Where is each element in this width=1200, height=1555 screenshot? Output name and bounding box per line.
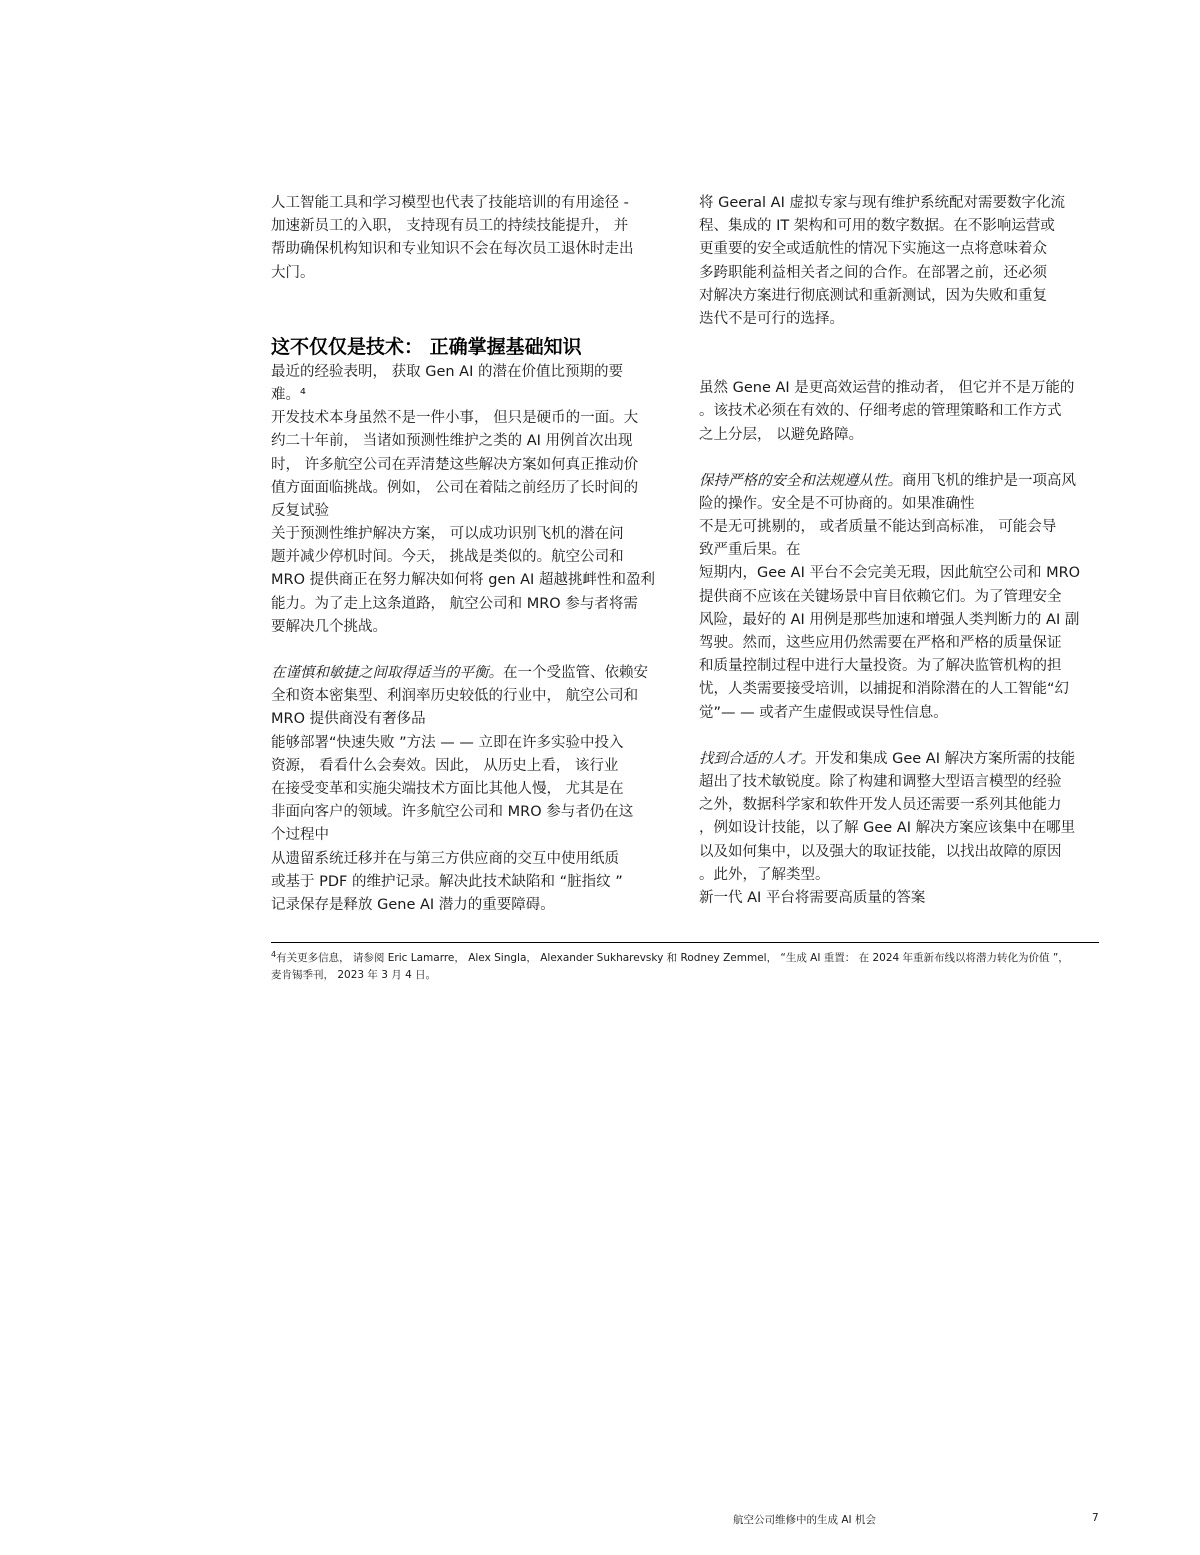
spacer — [699, 725, 1099, 748]
footnote-line — [271, 950, 1099, 967]
text-line — [699, 470, 1099, 493]
text-line: 在接受变革和实施尖端技术方面比其他人慢， 尤其是在 — [271, 780, 624, 797]
text-line: 大门。 — [271, 264, 315, 281]
text-line: 风险，最好的 AI 用例是那些加速和增强人类判断力的 AI 副 — [699, 611, 1080, 628]
right-para-2 — [699, 377, 1099, 447]
footnote-text: 有关更多信息， 请参阅 Eric Lamarre， Alex Singla， Alexander Sukharevsky 和 Rodney Zemmel， “生成 AI 重置： 在 2024 年重新布线以将潜力转化为价值 ”， — [276, 952, 1069, 964]
text-line: 险的操作。安全是不可协商的。如果准确性 — [699, 495, 975, 512]
para-lead-in: 保持严格的安全和法规遵从性。 — [699, 472, 902, 489]
text-line — [271, 662, 671, 685]
text-line: 时， 许多航空公司在弄清楚这些解决方案如何真正推动价 — [271, 456, 639, 473]
left-column — [271, 192, 671, 917]
footnote-divider — [271, 942, 1099, 943]
text-line — [699, 748, 1099, 771]
text-line: 超出了技术敏锐度。除了构建和调整大型语言模型的经验 — [699, 773, 1062, 790]
text-line: 短期内，Gee AI 平台不会完美无瑕，因此航空公司和 MRO — [699, 565, 1081, 582]
para-lead-in: 在谨慎和敏捷之间取得适当的平衡。 — [271, 665, 503, 681]
text-line: 忧，人类需要接受培训，以捕捉和消除潜在的人工智能“幻 — [699, 681, 1070, 698]
spacer — [699, 331, 1099, 377]
left-para-2 — [271, 361, 671, 639]
text-line: 或基于 PDF 的维护记录。解决此技术缺陷和 “脏指纹 ” — [271, 873, 623, 890]
text-line: 。该技术必须在有效的、仔细考虑的管理策略和工作方式 — [699, 403, 1062, 420]
right-para-3 — [699, 470, 1099, 725]
right-para-4 — [699, 748, 1099, 910]
text-line: 多跨职能利益相关者之间的合作。在部署之前，还必须 — [699, 264, 1047, 281]
left-para-1 — [271, 192, 671, 285]
footnote-line: 麦肯锡季刊， 2023 年 3 月 4 日。 — [271, 969, 437, 981]
left-para-3 — [271, 662, 671, 917]
text-line: ，例如设计技能，以了解 Gee AI 解决方案应该集中在哪里 — [699, 820, 1076, 837]
text-line: 资源， 看看什么会奏效。因此， 从历史上看， 该行业 — [271, 757, 619, 774]
text-line: 提供商不应该在关键场景中盲目依赖它们。为了管理安全 — [699, 588, 1062, 605]
right-para-1 — [699, 192, 1099, 331]
text-line: 和质量控制过程中进行大量投资。为了解决监管机构的担 — [699, 658, 1062, 675]
text-line: 约二十年前， 当诸如预测性维护之类的 AI 用例首次出现 — [271, 433, 633, 450]
text-line: 全和资本密集型、利润率历史较低的行业中， 航空公司和 — [271, 688, 639, 705]
spacer — [271, 639, 671, 662]
text-line: 能够部署“快速失败 ”方法 — — 立即在许多实验中投入 — [271, 734, 624, 751]
text-line: 将 Geeral AI 虚拟专家与现有维护系统配对需要数字化流 — [699, 195, 1065, 211]
footnote — [271, 950, 1099, 984]
para-lead-rest: 开发和集成 Gee AI 解决方案所需的技能 — [815, 750, 1076, 767]
text-line: 迭代不是可行的选择。 — [699, 310, 844, 327]
text-line: 个过程中 — [271, 827, 329, 844]
text-line: 要解决几个挑战。 — [271, 618, 387, 635]
text-line: 难。⁴ — [271, 386, 306, 403]
text-line: 驾驶。然而，这些应用仍然需要在严格和严格的质量保证 — [699, 635, 1062, 651]
text-line: 从遗留系统迁移并在与第三方供应商的交互中使用纸质 — [271, 850, 619, 867]
text-line: MRO 提供商正在努力解决如何将 gen AI 超越挑衅性和盈利 — [271, 572, 655, 589]
footnote-marker: 4 — [271, 950, 277, 959]
text-line: 值方面面临挑战。例如， 公司在着陆之前经历了长时间的 — [271, 479, 639, 496]
text-line: 虽然 Gene AI 是更高效运营的推动者， 但它并不是万能的 — [699, 380, 1075, 397]
para-lead-rest: 在一个受监管、依赖安 — [503, 665, 648, 681]
text-line: 最近的经验表明， 获取 Gen AI 的潜在价值比预期的要 — [271, 363, 623, 380]
text-line: 反复试验 — [271, 502, 329, 519]
text-line: 觉”— — 或者产生虚假或误导性信息。 — [699, 704, 948, 721]
text-line: 非面向客户的领域。许多航空公司和 MRO 参与者仍在这 — [271, 804, 634, 821]
spacer — [699, 447, 1099, 470]
para-lead-in: 找到合适的人才。 — [699, 750, 815, 767]
section-heading: 这不仅仅是技术： 正确掌握基础知识 — [271, 335, 582, 358]
text-line: 记录保存是释放 Gene AI 潜力的重要障碍。 — [271, 896, 555, 913]
text-line: 致严重后果。在 — [699, 542, 801, 559]
text-line: 不是无可挑剔的， 或者质量不能达到高标准， 可能会导 — [699, 519, 1057, 536]
text-line: 程、集成的 IT 架构和可用的数字数据。在不影响运营或 — [699, 218, 1055, 235]
text-line: 人工智能工具和学习模型也代表了技能培训的有用途径 - — [271, 195, 629, 211]
text-line: 题并减少停机时间。今天， 挑战是类似的。航空公司和 — [271, 549, 624, 566]
text-line: 对解决方案进行彻底测试和重新测试，因为失败和重复 — [699, 287, 1047, 304]
text-line: 新一代 AI 平台将需要高质量的答案 — [699, 889, 926, 906]
text-line: 加速新员工的入职， 支持现有员工的持续技能提升， 并 — [271, 218, 629, 235]
text-line: 之外，数据科学家和软件开发人员还需要一系列其他能力 — [699, 797, 1062, 814]
para-lead-rest: 商用飞机的维护是一项高风 — [902, 472, 1076, 489]
footer-title: 航空公司维修中的生成 AI 机会 — [733, 1514, 876, 1526]
spacer — [271, 285, 671, 331]
text-line: 关于预测性维护解决方案， 可以成功识别飞机的潜在问 — [271, 526, 624, 543]
text-line: 开发技术本身虽然不是一件小事， 但只是硬币的一面。大 — [271, 410, 639, 427]
text-line: 帮助确保机构知识和专业知识不会在每次员工退休时走出 — [271, 241, 634, 258]
text-line: 能力。为了走上这条道路， 航空公司和 MRO 参与者将需 — [271, 595, 638, 612]
text-line: 。此外，了解类型。 — [699, 866, 830, 883]
right-column — [699, 192, 1099, 910]
text-line: 以及如何集中，以及强大的取证技能，以找出故障的原因 — [699, 843, 1062, 860]
page-number: 7 — [1092, 1512, 1099, 1524]
text-line: 更重要的安全或适航性的情况下实施这一点将意味着众 — [699, 241, 1047, 258]
text-line: 之上分层， 以避免路障。 — [699, 426, 864, 443]
text-line: MRO 提供商没有奢侈品 — [271, 711, 426, 728]
